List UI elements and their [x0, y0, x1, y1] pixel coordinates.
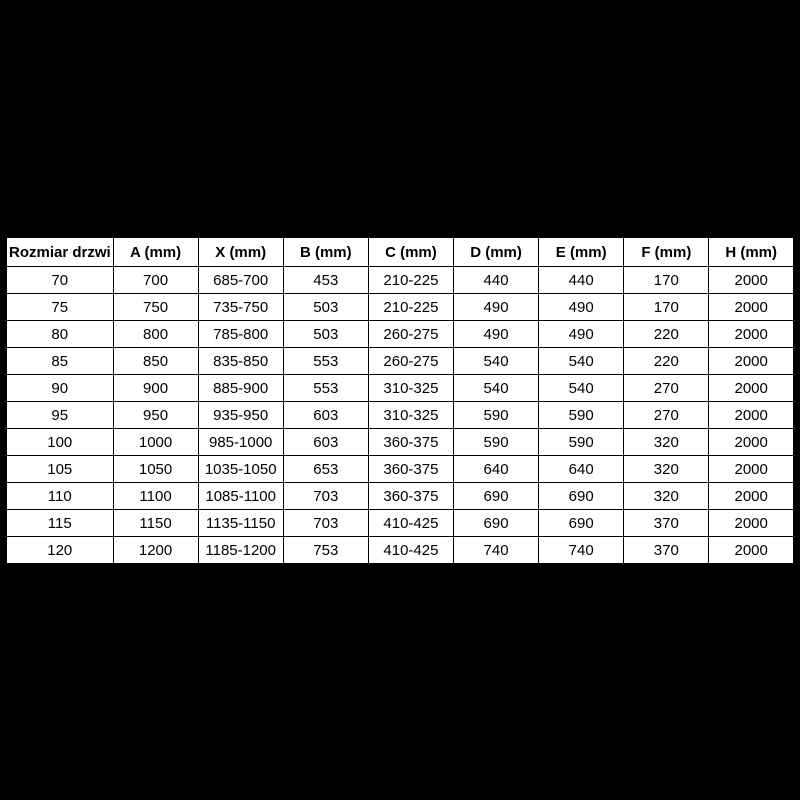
- table-cell: 270: [624, 402, 709, 429]
- table-cell: 310-325: [368, 375, 453, 402]
- column-header: E (mm): [539, 237, 624, 267]
- table-cell: 735-750: [198, 294, 283, 321]
- table-row: [6, 321, 794, 348]
- table-cell: 2000: [709, 294, 794, 321]
- table-cell: 2000: [709, 429, 794, 456]
- table-cell: 1035-1050: [198, 456, 283, 483]
- table-cell: 640: [454, 456, 539, 483]
- table-cell: 320: [624, 429, 709, 456]
- table-cell: 220: [624, 348, 709, 375]
- table-cell: 503: [283, 294, 368, 321]
- table-cell: 2000: [709, 510, 794, 537]
- table-cell: 320: [624, 483, 709, 510]
- door-size-spec-table: [5, 236, 795, 565]
- table-cell: 2000: [709, 456, 794, 483]
- table-cell: 935-950: [198, 402, 283, 429]
- table-cell: 2000: [709, 321, 794, 348]
- column-header: Rozmiar drzwi: [6, 237, 113, 267]
- table-head: [6, 237, 794, 267]
- table-cell: 900: [113, 375, 198, 402]
- table-cell: 490: [454, 321, 539, 348]
- table-cell: 2000: [709, 402, 794, 429]
- table-cell: 1100: [113, 483, 198, 510]
- table-cell: 985-1000: [198, 429, 283, 456]
- table-cell: 80: [6, 321, 113, 348]
- table-cell: 750: [113, 294, 198, 321]
- table-cell: 170: [624, 294, 709, 321]
- column-header: A (mm): [113, 237, 198, 267]
- table-cell: 885-900: [198, 375, 283, 402]
- column-header: F (mm): [624, 237, 709, 267]
- table-cell: 590: [454, 402, 539, 429]
- table-cell: 503: [283, 321, 368, 348]
- table-cell: 690: [454, 510, 539, 537]
- table-cell: 95: [6, 402, 113, 429]
- table-cell: 785-800: [198, 321, 283, 348]
- table-row: [6, 294, 794, 321]
- table-cell: 690: [454, 483, 539, 510]
- table-cell: 703: [283, 483, 368, 510]
- table-cell: 410-425: [368, 510, 453, 537]
- table-cell: 360-375: [368, 456, 453, 483]
- table-cell: 640: [539, 456, 624, 483]
- table-cell: 753: [283, 537, 368, 565]
- table-cell: 553: [283, 375, 368, 402]
- table-row: [6, 375, 794, 402]
- table-row: [6, 429, 794, 456]
- table-cell: 540: [454, 375, 539, 402]
- table-cell: 410-425: [368, 537, 453, 565]
- table-cell: 370: [624, 537, 709, 565]
- table-cell: 210-225: [368, 294, 453, 321]
- table-cell: 590: [539, 429, 624, 456]
- table-cell: 90: [6, 375, 113, 402]
- table-cell: 540: [539, 348, 624, 375]
- table-cell: 590: [454, 429, 539, 456]
- table-cell: 1150: [113, 510, 198, 537]
- table-row: [6, 483, 794, 510]
- table-cell: 490: [539, 321, 624, 348]
- table-cell: 800: [113, 321, 198, 348]
- table-cell: 2000: [709, 375, 794, 402]
- table-cell: 310-325: [368, 402, 453, 429]
- header-row: [6, 237, 794, 267]
- table-body: [6, 267, 794, 565]
- table-cell: 850: [113, 348, 198, 375]
- table-cell: 653: [283, 456, 368, 483]
- table-cell: 115: [6, 510, 113, 537]
- table-cell: 210-225: [368, 267, 453, 294]
- table-cell: 490: [539, 294, 624, 321]
- table-cell: 2000: [709, 348, 794, 375]
- table-cell: 440: [539, 267, 624, 294]
- table-row: [6, 267, 794, 294]
- table-cell: 2000: [709, 483, 794, 510]
- table-cell: 603: [283, 402, 368, 429]
- table-row: [6, 537, 794, 565]
- table-cell: 2000: [709, 537, 794, 565]
- table-cell: 75: [6, 294, 113, 321]
- table-cell: 1135-1150: [198, 510, 283, 537]
- table-cell: 105: [6, 456, 113, 483]
- table-cell: 85: [6, 348, 113, 375]
- table-cell: 950: [113, 402, 198, 429]
- table-row: [6, 456, 794, 483]
- table-cell: 70: [6, 267, 113, 294]
- table-cell: 360-375: [368, 483, 453, 510]
- table-cell: 603: [283, 429, 368, 456]
- table-cell: 690: [539, 510, 624, 537]
- column-header: D (mm): [454, 237, 539, 267]
- table-cell: 2000: [709, 267, 794, 294]
- table-cell: 1200: [113, 537, 198, 565]
- table-cell: 220: [624, 321, 709, 348]
- table-cell: 590: [539, 402, 624, 429]
- table-cell: 1000: [113, 429, 198, 456]
- table-row: [6, 402, 794, 429]
- table-cell: 453: [283, 267, 368, 294]
- table-cell: 1085-1100: [198, 483, 283, 510]
- table-cell: 685-700: [198, 267, 283, 294]
- table-cell: 120: [6, 537, 113, 565]
- table-row: [6, 348, 794, 375]
- table-cell: 540: [539, 375, 624, 402]
- table-cell: 490: [454, 294, 539, 321]
- column-header: H (mm): [709, 237, 794, 267]
- table-cell: 440: [454, 267, 539, 294]
- column-header: X (mm): [198, 237, 283, 267]
- table-cell: 100: [6, 429, 113, 456]
- table-cell: 690: [539, 483, 624, 510]
- table-cell: 540: [454, 348, 539, 375]
- table-cell: 170: [624, 267, 709, 294]
- table-cell: 740: [454, 537, 539, 565]
- table-cell: 1050: [113, 456, 198, 483]
- table-cell: 320: [624, 456, 709, 483]
- table-cell: 700: [113, 267, 198, 294]
- table-cell: 703: [283, 510, 368, 537]
- table-cell: 740: [539, 537, 624, 565]
- table-cell: 360-375: [368, 429, 453, 456]
- column-header: C (mm): [368, 237, 453, 267]
- table-cell: 553: [283, 348, 368, 375]
- table-cell: 835-850: [198, 348, 283, 375]
- table-cell: 270: [624, 375, 709, 402]
- column-header: B (mm): [283, 237, 368, 267]
- table-cell: 260-275: [368, 348, 453, 375]
- table-row: [6, 510, 794, 537]
- table-cell: 260-275: [368, 321, 453, 348]
- table-cell: 110: [6, 483, 113, 510]
- table-cell: 370: [624, 510, 709, 537]
- table-cell: 1185-1200: [198, 537, 283, 565]
- spec-table-container: [5, 236, 795, 565]
